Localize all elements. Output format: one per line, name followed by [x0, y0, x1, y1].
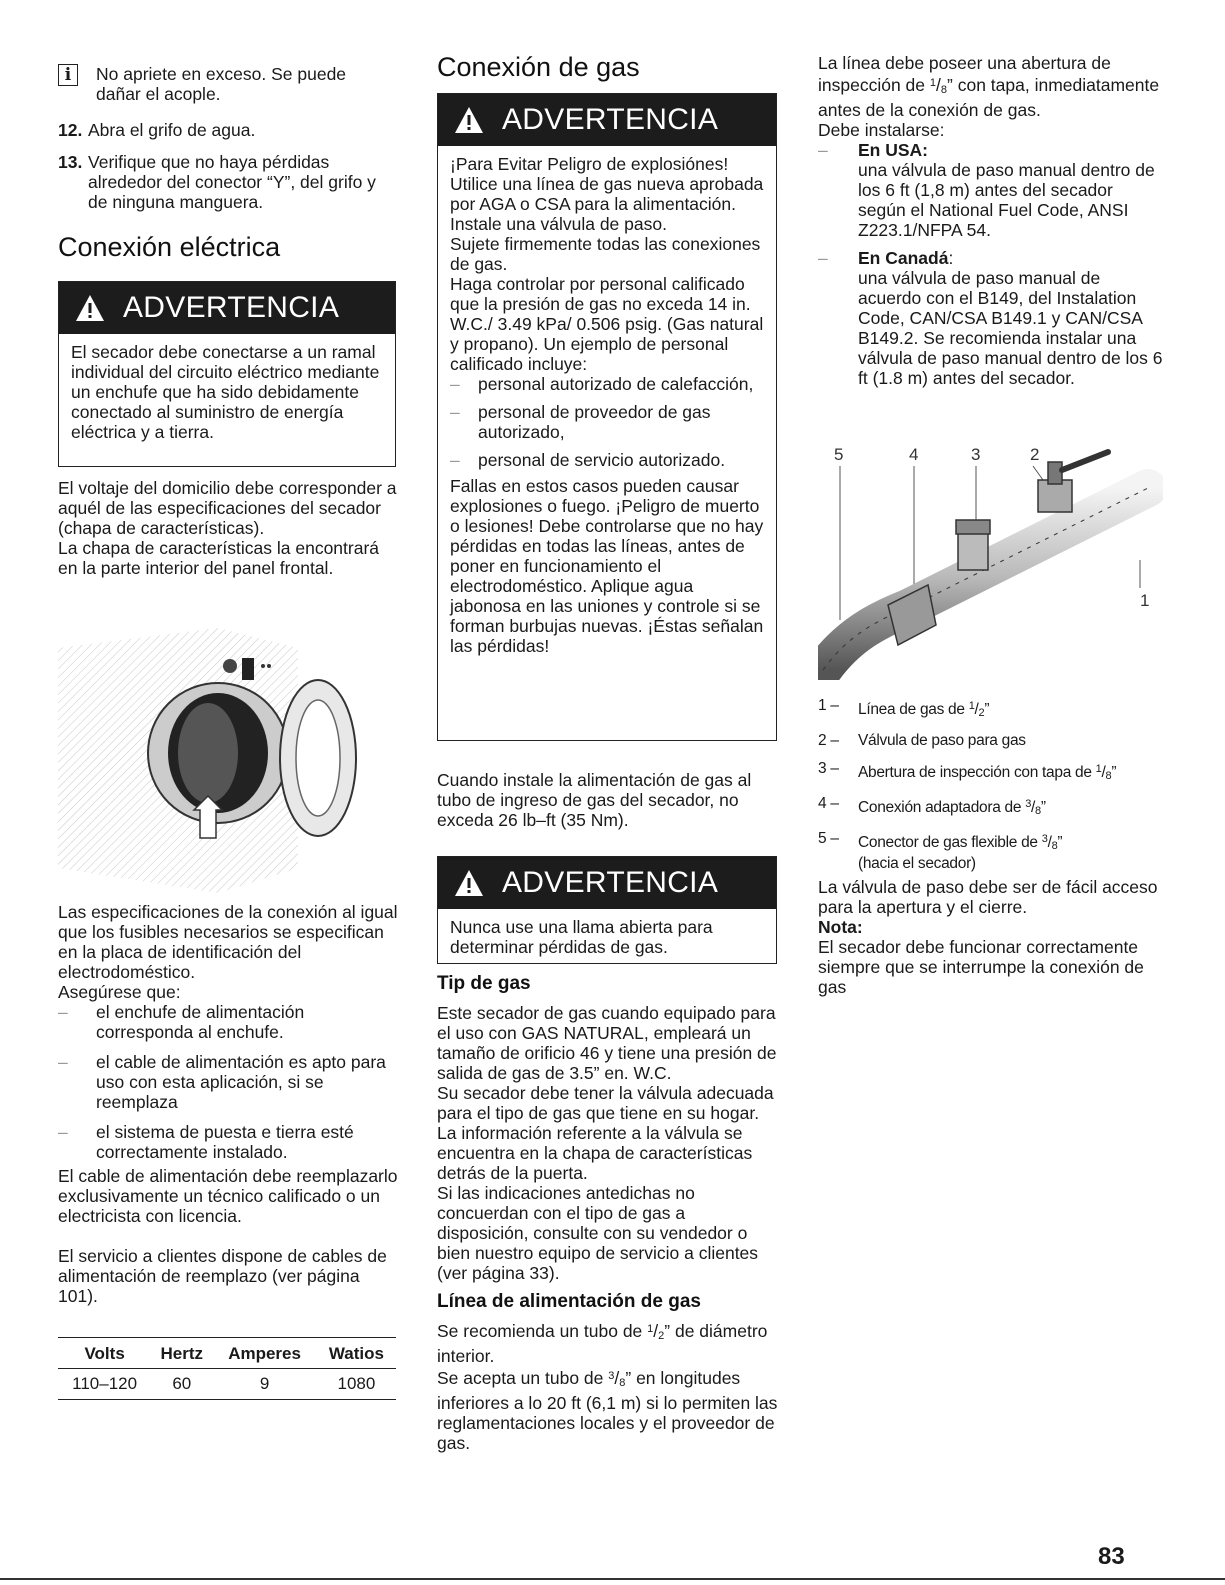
cable-text: El cable de alimentación debe reemplazarlo exclusivamente un técnico calificado o un electricista con licencia. — [58, 1166, 398, 1226]
bottom-rule — [0, 1578, 1225, 1580]
warning-header — [438, 94, 776, 146]
warning-text: El secador debe conectarse a un ramal individual del circuito eléctrico mediante un enchufe que ha sido debidamente conectado al suministro de energía eléctrica y a tierra. — [71, 342, 380, 442]
list-item: 3 – Abertura de inspección con tapa de $^1/_8$” — [818, 760, 1117, 782]
callout-5: 5 — [834, 445, 844, 464]
list-item: 4 – Conexión adaptadora de $^3/_8$” — [818, 795, 1046, 817]
ensure-label: Asegúrese que: — [58, 982, 181, 1002]
list-item: 12. Abra el grifo de agua. — [58, 120, 256, 140]
callout-1: 1 — [1140, 591, 1150, 610]
access-text: La válvula de paso debe ser de fácil acceso para la apertura y el cierre. — [818, 877, 1158, 917]
heading-gas-tip: Tip de gas — [437, 973, 531, 994]
plate-text: La chapa de características la encontrará en la parte interior del panel frontal. — [58, 538, 380, 578]
table-row: 110–120 60 9 1080 — [58, 1369, 396, 1400]
note-block — [58, 64, 378, 104]
service-text: El servicio a clientes dispone de cables de alimentación de reemplazo (ver página 101). — [58, 1246, 387, 1306]
heading-gas: Conexión de gas — [437, 52, 640, 82]
gas-valve-illustration — [818, 440, 1163, 680]
list-item: 13. Verifique que no haya pérdidas alrededor del conector “Y”, del grifo y de ninguna manguera. — [58, 152, 376, 212]
inspection-text: La línea debe poseer una abertura de inspección de $^1/_8$” con tapa, inmediatamente antes de la conexión de gas. — [818, 53, 1160, 120]
list-item: 5 – Conector de gas flexible de $^3/_8$” — [818, 830, 1063, 852]
list-item: 1 – Línea de gas de $^1/_2$” — [818, 697, 990, 719]
steps-list — [58, 120, 378, 212]
valve-text: Su secador debe tener la válvula adecuada para el tipo de gas que tiene en su hogar. La información referente a la válvula se encuentra en la chapa de características detrás de la puerta. — [437, 1083, 774, 1183]
warning-triangle-icon — [75, 294, 105, 322]
list-item: – En Canadá: una válvula de paso manual de acuerdo con el B149, del Instalation Code, CAN/CSA B149.1 y CAN/CSA B149.2. Se recomienda instalar una válvula de paso manual dentro de los 6 ft (1.8 m) antes del secador. — [818, 248, 1163, 388]
warning-header — [59, 282, 395, 334]
line-text-2: Se acepta un tubo de $^3/_8$” en longitudes inferiores a lo 20 ft (6,1 m) si lo permiten las reglamentaciones locales y el proveedor de gas. — [437, 1368, 778, 1453]
warning-title: ADVERTENCIA — [123, 291, 340, 324]
warning-box-flame — [437, 856, 777, 964]
warning-triangle-icon — [454, 869, 484, 897]
table-header-row: Volts Hertz Amperes Watios — [58, 1338, 396, 1369]
warning-box-gas: ADVERTENCIA ¡Para Evitar Peligro de explosiónes! Utilice una línea de gas nueva aprobada por AGA o CSA para la alimentación. Instale una válvula de paso. Sujete firmemente todas las conexiones de gas. Haga controlar por personal calificado que la presión de gas no exceda 14 in. W.C./ 3.49 kPa/ 0.506 psig. (Gas natural y propano). Un ejemplo de personal calificado incluye: – personal autorizado de calefacción, – personal de proveedor de gas autorizado, – personal de servicio autorizado. Fallas en estos casos pueden causar explosiones o fuego. ¡Peligro de muerto o lesiones! Debe controlarse que no hay pérdidas en todas las líneas, antes de poner en funcionamiento el electrodoméstico. Aplique agua jabonosa en las uniones y controle si se forman burbujas nuevas. ¡Éstas señalan las pérdidas! — [437, 93, 777, 741]
heading-electrical: Conexión eléctrica — [58, 232, 281, 262]
warning-title: ADVERTENCIA — [502, 103, 719, 136]
list-item: 2 – Válvula de paso para gas — [818, 732, 1026, 749]
specs-text: Las especificaciones de la conexión al igual que los fusibles necesarios se especifican en la placa de identificación del electrodoméstico. — [58, 902, 398, 982]
list-item: – personal de proveedor de gas autorizado, — [450, 402, 711, 442]
list-item: – el enchufe de alimentación corresponda al enchufe. — [58, 1002, 305, 1042]
page-number: 83 — [1098, 1543, 1125, 1570]
heading-gas-line: Línea de alimentación de gas — [437, 1291, 701, 1312]
line-text-1: Se recomienda un tubo de $^1/_2$” de diámetro interior. — [437, 1321, 768, 1366]
contact-text: Si las indicaciones antedichas no concuerdan con el tipo de gas a disposición, consulte con su vendedor o bien nuestro equipo de servicio a clientes (ver página 33). — [437, 1183, 759, 1283]
specs-table — [58, 1337, 396, 1400]
must-label: Debe instalarse: — [818, 120, 945, 140]
list-item: – personal de servicio autorizado. — [450, 450, 726, 470]
list-item: – el cable de alimentación es apto para uso con esta aplicación, si se reemplaza — [58, 1052, 386, 1112]
callout-2: 2 — [1030, 445, 1040, 464]
warning-text: Nunca use una llama abierta para determinar pérdidas de gas. — [450, 917, 713, 957]
warning-triangle-icon — [454, 106, 484, 134]
note-text: No apriete en exceso. Se puede dañar el acople. — [96, 64, 347, 104]
list-item: – el sistema de puesta e tierra esté correctamente instalado. — [58, 1122, 354, 1162]
note-body: El secador debe funcionar correctamente siempre que se interrumpe la conexión de gas — [818, 937, 1144, 997]
list-item: – personal autorizado de calefacción, — [450, 374, 754, 394]
warning-box-electrical — [58, 281, 396, 467]
list-item: – En USA: una válvula de paso manual dentro de los 6 ft (1,8 m) antes del secador según el National Fuel Code, ANSI Z223.1/NFPA 54. — [818, 140, 1155, 240]
warning-header — [438, 857, 776, 909]
dryer-front-panel-illustration — [58, 618, 358, 894]
callout-4: 4 — [909, 445, 919, 464]
note-label: Nota: — [818, 917, 863, 937]
info-icon: i — [58, 64, 78, 86]
warning-title: ADVERTENCIA — [502, 866, 719, 899]
tip-text: Este secador de gas cuando equipado para el uso con GAS NATURAL, empleará un tamaño de orificio 46 y tiene una presión de salida de gas de 3.5” en. W.C. — [437, 1003, 777, 1083]
illustration-legend — [818, 697, 1163, 873]
voltage-text: El voltaje del domicilio debe corresponder a aquél de las especificaciones del secador (chapa de características). — [58, 478, 397, 538]
callout-3: 3 — [971, 445, 981, 464]
install-text: Cuando instale la alimentación de gas al tubo de ingreso de gas del secador, no exceda 26 lb–ft (35 Nm). — [437, 770, 752, 830]
legend-tail: (hacia el secador) — [858, 855, 976, 872]
